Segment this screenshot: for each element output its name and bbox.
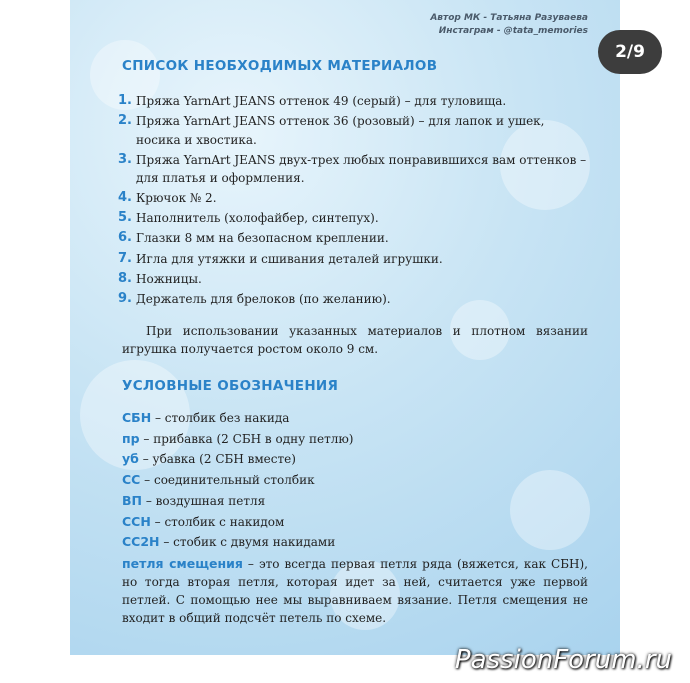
- list-item: 3. Пряжа YarnArt JEANS двух-трех любых понравившихся вам оттенков – для платья и оформления.: [118, 151, 587, 186]
- author-credit: [430, 12, 588, 38]
- legend-row: СС2Н – стобик с двумя накидами: [122, 534, 336, 550]
- legend-row: СС – соединительный столбик: [122, 472, 315, 488]
- legend-row: СБН – столбик без накида: [122, 410, 290, 425]
- pattern-page: [70, 0, 620, 655]
- legend-row: ВП – воздушная петля: [122, 492, 266, 508]
- legend-heading: УСЛОВНЫЕ ОБОЗНАЧЕНИЯ: [122, 378, 339, 394]
- legend-row: пр – прибавка (2 СБН в одну петлю): [122, 430, 354, 446]
- list-item: 8. Ножницы.: [118, 270, 202, 286]
- author-name: Автор МК - Татьяна Разуваева: [430, 13, 588, 23]
- list-item: 5. Наполнитель (холофайбер, синтепух).: [118, 210, 379, 226]
- legend-row: уб – убавка (2 СБН вместе): [122, 451, 296, 467]
- list-item: 2. Пряжа YarnArt JEANS оттенок 36 (розовый) – для лапок и ушек, носика и хвостика.: [118, 113, 545, 147]
- list-item: 7. Игла для утяжки и сшивания деталей игрушки.: [118, 250, 443, 266]
- list-item: 4. Крючок № 2.: [118, 190, 217, 206]
- list-item: 9. Держатель для брелоков (по желанию).: [118, 290, 391, 306]
- list-item: 6. Глазки 8 мм на безопасном креплении.: [118, 230, 389, 246]
- abbreviation-legend: [122, 408, 588, 553]
- site-watermark: PassionForum.ru: [454, 645, 672, 675]
- list-item: 1. Пряжа YarnArt JEANS оттенок 49 (серый) – для туловища.: [118, 93, 507, 108]
- legend-row: ССН – столбик с накидом: [122, 513, 285, 529]
- shift-loop-definition: петля смещения – это всегда первая петля ряда (вяжется, как СБН), но тогда вторая петля, которая идет за ней, считается уже первой петлей. С помощью нее мы выравниваем вязание. Петля смещения не входит в общий подсчёт петель по схеме.: [122, 556, 588, 625]
- size-note: При использовании указанных материалов и плотном вязании игрушка получается ростом около 9 см.: [122, 324, 588, 356]
- page-counter-badge: 2/9: [598, 30, 662, 74]
- instagram-handle: Инстаграм - @tata_memories: [438, 26, 588, 36]
- materials-heading: СПИСОК НЕОБХОДИМЫХ МАТЕРИАЛОВ: [122, 58, 438, 74]
- materials-list: [118, 92, 588, 310]
